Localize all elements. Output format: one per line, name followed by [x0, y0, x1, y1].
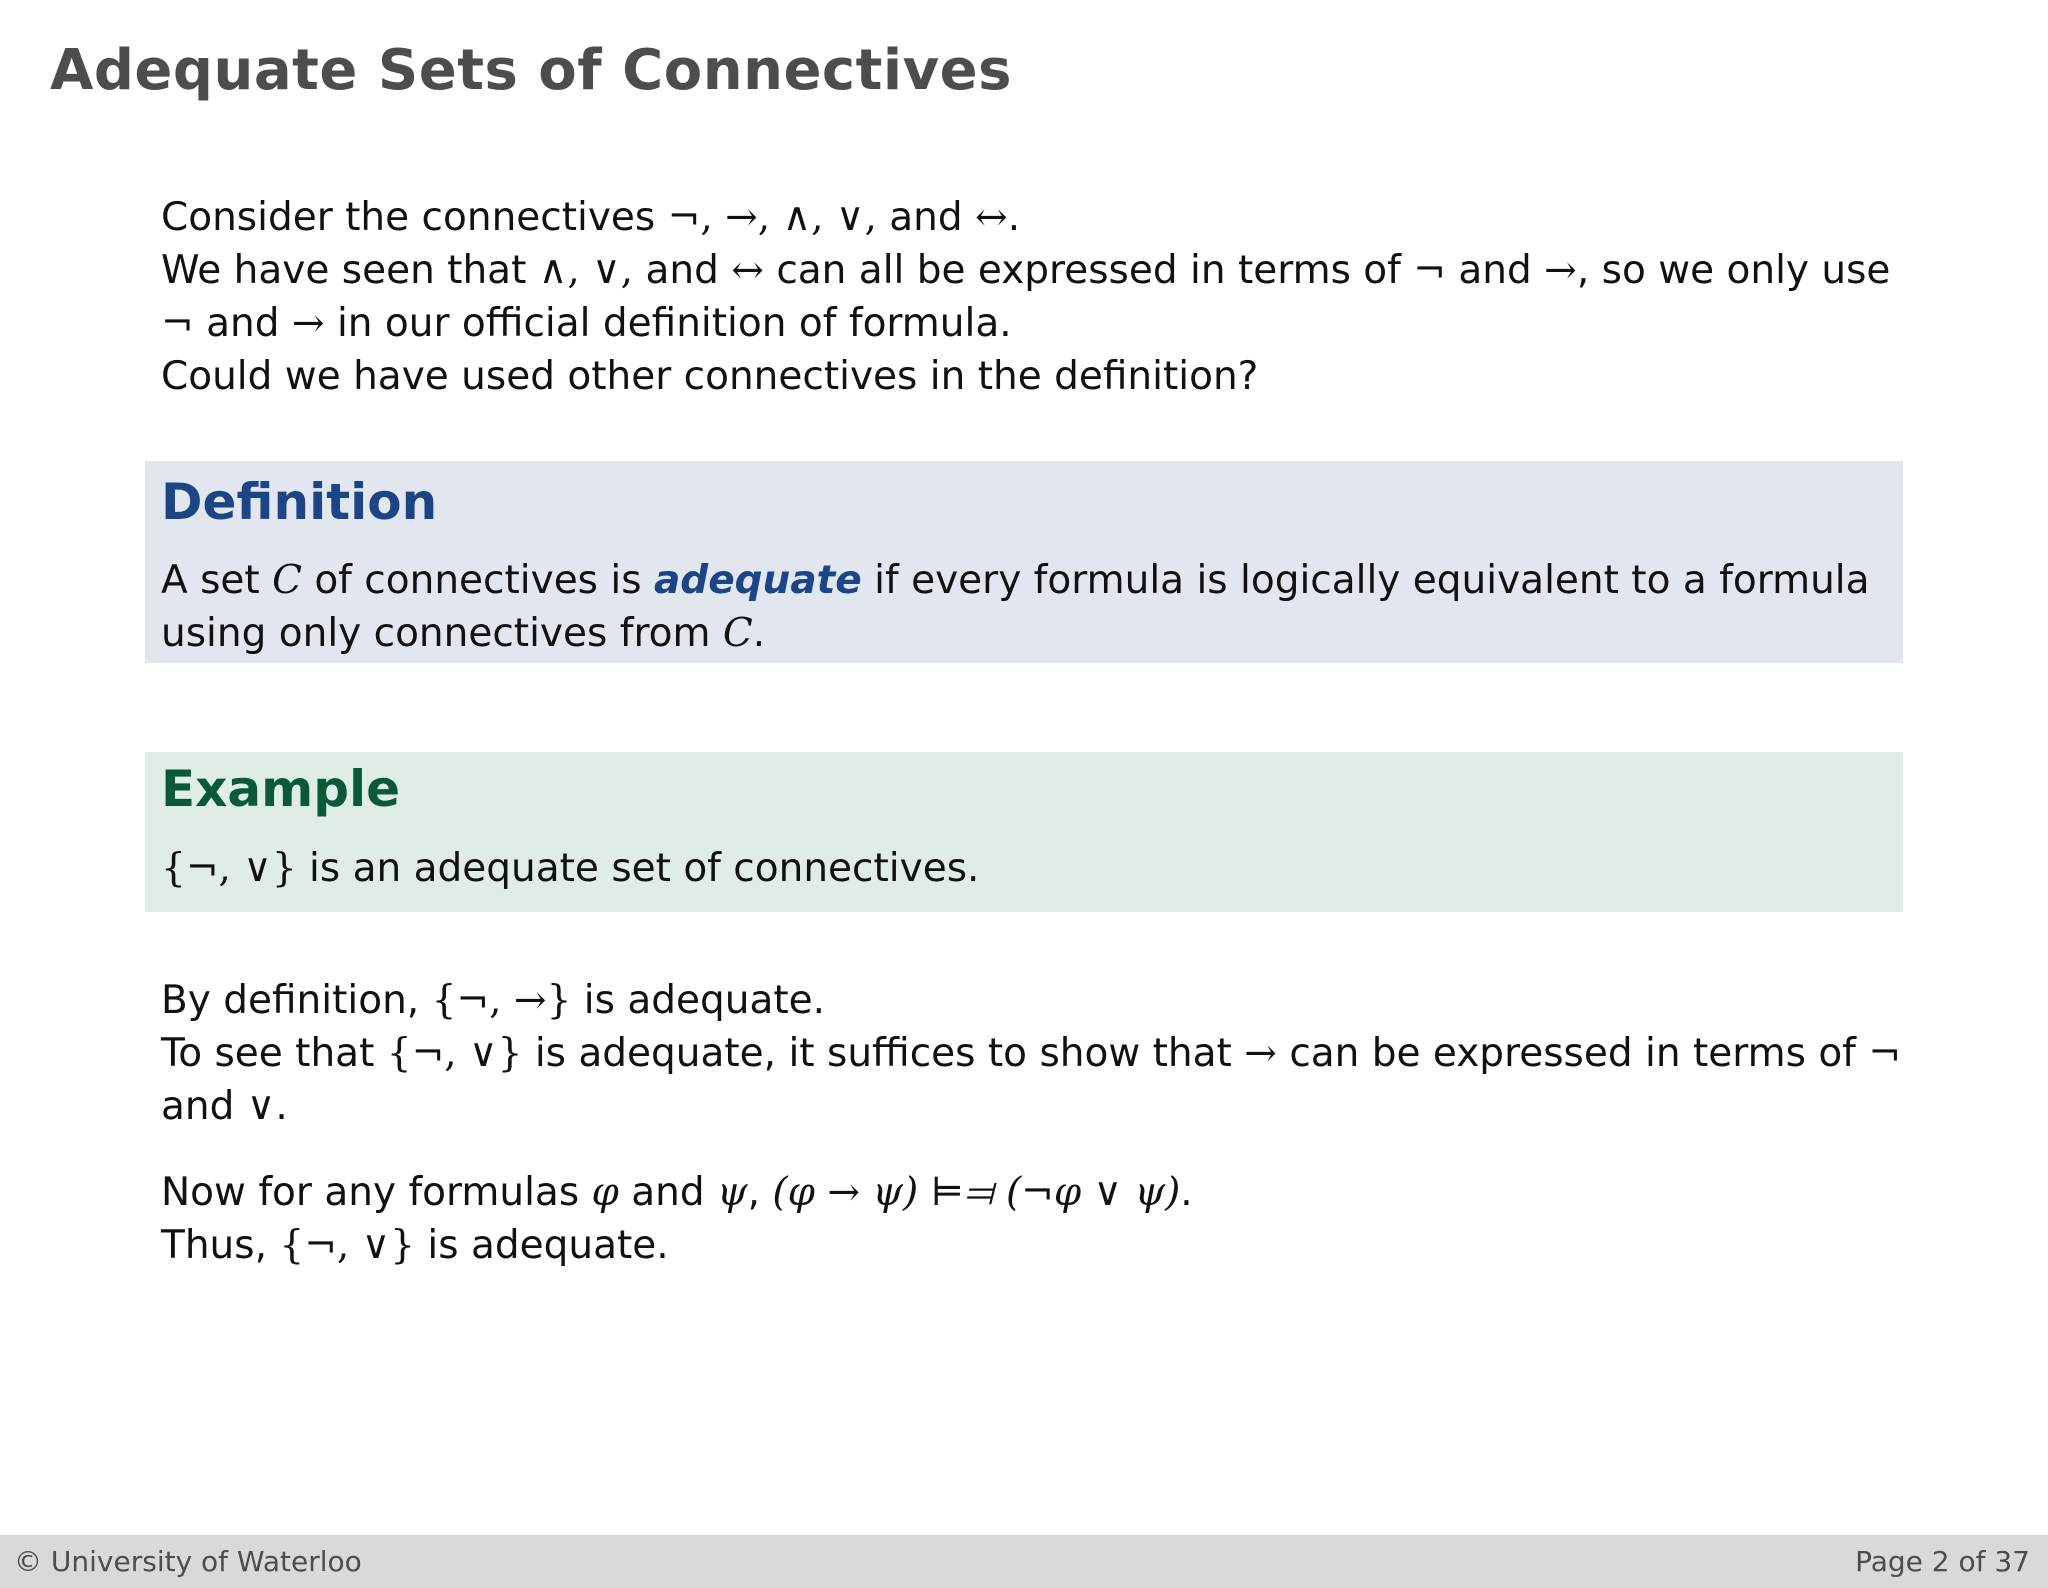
proof-text: and [161, 1084, 247, 1129]
proof-text: By definition, [161, 978, 432, 1023]
proof-text: is adequate, it suffices to show that [522, 1031, 1245, 1076]
definition-text: A set [161, 558, 273, 603]
proof-line-4 [161, 1219, 1901, 1272]
connective-set: {¬, ∨} [279, 1223, 416, 1268]
definition-title: Definition [161, 473, 438, 531]
connective-symbol: ¬ [1413, 248, 1446, 293]
intro-text: . [1007, 195, 1021, 240]
proof-text: Thus, [161, 1223, 280, 1268]
variable-c: C [272, 558, 302, 603]
proof-text: Now for any formulas [161, 1170, 592, 1215]
definition-text: if every formula is logically equivalent to a formula using only connectives from [161, 558, 1870, 656]
proof-line-3 [161, 1166, 1901, 1219]
proof-text: . [1180, 1170, 1193, 1215]
slide-title: Adequate Sets of Connectives [50, 38, 1012, 103]
intro-paragraph [161, 191, 1901, 403]
example-text: is an adequate set of connectives. [296, 846, 980, 891]
example-title: Example [161, 760, 401, 818]
proof-text: and [618, 1170, 718, 1215]
variable-c: C [722, 611, 753, 656]
intro-text: and [876, 195, 976, 240]
definition-body [161, 554, 1887, 660]
proof-text: is adequate. [571, 978, 826, 1023]
connective-set: {¬, ∨} [161, 846, 297, 891]
proof-line-2 [161, 1027, 1901, 1133]
proof-text: . [275, 1084, 288, 1129]
intro-text: We have seen that [161, 248, 539, 293]
intro-text: in our official definition of formula. [324, 301, 1012, 346]
definition-block [145, 461, 1903, 663]
connective-symbol: ↔ [975, 195, 1008, 240]
connective-symbol: → [291, 301, 325, 346]
connective-symbol: ¬ [161, 301, 194, 346]
connective-symbol: → [1544, 248, 1577, 293]
connective-set: {¬, ∨} [386, 1031, 523, 1076]
connective-symbol: ↔ [731, 248, 764, 293]
connective-symbol: ¬ [1868, 1031, 1901, 1076]
definition-text: of connectives is [301, 558, 654, 603]
intro-text: can all be expressed in terms of [763, 248, 1414, 293]
intro-line-2 [161, 244, 1901, 350]
connective-set: {¬, →} [431, 978, 572, 1023]
variable-psi: ψ [717, 1170, 748, 1215]
intro-text: and [1445, 248, 1545, 293]
connective-symbols: ∧, ∨, [538, 248, 634, 293]
equivalence-formula: (φ → ψ) ⊨⫤ (¬φ ∨ ψ) [772, 1170, 1181, 1215]
defined-term: adequate [653, 558, 862, 603]
example-body [161, 842, 1887, 895]
proof-paragraph-1 [161, 974, 1901, 1133]
proof-text: is adequate. [415, 1223, 669, 1268]
intro-line-3: Could we have used other connectives in the definition? [161, 354, 1259, 399]
proof-text: , [747, 1170, 773, 1215]
connective-symbols: ¬, →, ∧, ∨, [667, 195, 877, 240]
intro-text: and [193, 301, 292, 346]
definition-text: . [752, 611, 766, 656]
connective-symbol: → [1244, 1031, 1277, 1076]
intro-text: and [633, 248, 732, 293]
proof-text: can be expressed in terms of [1276, 1031, 1869, 1076]
proof-line-1 [161, 974, 1901, 1027]
connective-symbol: ∨ [246, 1084, 276, 1129]
footer-page-number: Page 2 of 37 [1855, 1545, 2030, 1578]
example-block [145, 752, 1903, 912]
proof-text: To see that [161, 1031, 387, 1076]
intro-text: Consider the connectives [161, 195, 668, 240]
proof-paragraph-2 [161, 1166, 1901, 1272]
footer-bar [0, 1535, 2048, 1588]
intro-line-1 [161, 191, 1901, 244]
intro-text: , so we only use [1576, 248, 1891, 293]
variable-phi: φ [591, 1170, 619, 1215]
footer-copyright: © University of Waterloo [14, 1545, 362, 1578]
